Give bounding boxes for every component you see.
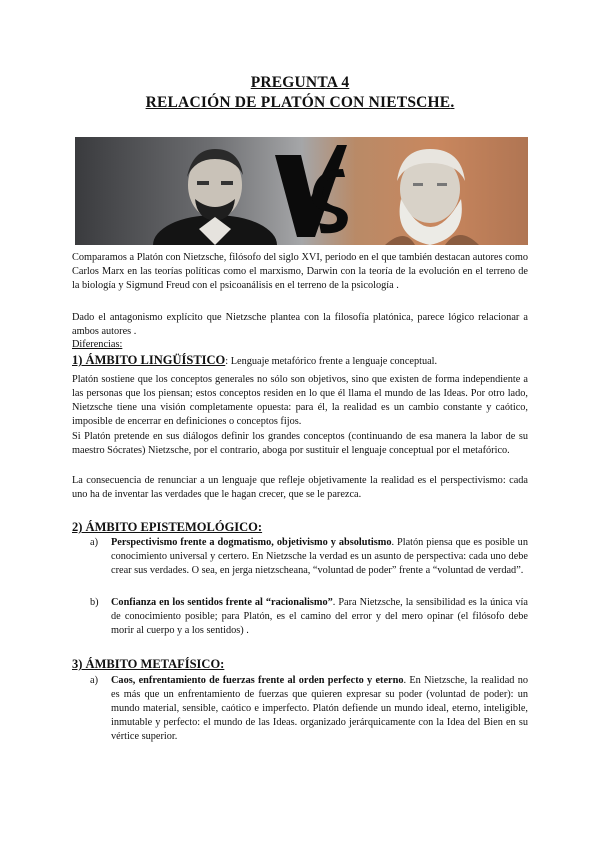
list-marker: a) — [90, 537, 98, 548]
versus-illustration — [75, 137, 528, 245]
epistemological-item-a — [90, 536, 528, 578]
section-linguistic-heading — [72, 353, 437, 369]
versus-image — [75, 137, 528, 245]
page-subtitle — [0, 94, 600, 112]
list-item-body — [111, 596, 528, 638]
vs-graphic — [275, 145, 348, 237]
page-title: PREGUNTA 4 — [250, 74, 350, 91]
differences-label: Diferencias: — [72, 339, 123, 350]
list-item-body — [111, 674, 528, 744]
list-marker: a) — [90, 675, 98, 686]
list-marker: b) — [90, 597, 99, 608]
metaphysical-item-a — [90, 674, 528, 744]
linguistic-paragraph-2: Si Platón pretende en sus diálogos definir los grandes conceptos (continuando de esa manera la labor de su maestro Sócrates) Nietzsche, por el contrario, aboga por sustituir el lenguaje conceptual por el metafórico. — [72, 431, 528, 457]
section-metaphysical-heading — [72, 657, 224, 673]
linguistic-paragraph-3: La consecuencia de renunciar a un lenguaje que refleje objetivamente la realidad es el perspectivismo: cada uno ha de inventar las verdades que le hagan crecer, que se le parezca. — [72, 475, 528, 501]
list-item-emphasis: Confianza en los sentidos frente al “racionalismo” — [111, 597, 333, 608]
list-item-emphasis: Caos, enfrentamiento de fuerzas frente al orden perfecto y eterno — [111, 675, 404, 686]
list-item-text: . Para Nietzsche, la sensibilidad es la única vía de conocimiento posible; para Platón, es el camino del error y del mero opinar (el filósofo debe morir al cuerpo y a los sentidos) . — [111, 597, 528, 637]
list-item-text: . Platón piensa que es posible un conocimiento universal y certero. En Nietzsche la verdad es un asunto de perspectiva: cada uno debe crear sus verdades. O sea, en jerga nietzscheana, “voluntad de poder” frente a “voluntad de verdad”. — [111, 537, 528, 577]
intro-paragraph: Comparamos a Platón con Nietzsche, filósofo del siglo XVI, periodo en el que también destacan autores como Carlos Marx en las teorías políticas como el marxismo, Darwin con la teoría de la evolución en el terreno de la biología y Sigmund Freud con el psicoanálisis en el terreno de la psicología . — [72, 252, 528, 292]
epistemological-item-b — [90, 596, 528, 638]
subtitle-period: . — [450, 94, 455, 111]
antagonism-paragraph: Dado el antagonismo explícito que Nietzsche plantea con la filosofía platónica, parece lógico relacionar a ambos autores . — [72, 312, 528, 338]
section-epistemological-heading — [72, 520, 262, 536]
subtitle-text: RELACIÓN DE PLATÓN CON NIETSCHE — [145, 94, 451, 111]
list-item-text: . En Nietzsche, la realidad no es más que un enfrentamiento de fuerzas que quieren expresar su poder (voluntad de poder): un mundo material, sensible, caótico e imperfecto. Platón defiende un mundo ideal, eterno, inteligible, inmutable y perfecto: el mundo de las Ideas. organizado jerárquicamente con la Idea del Bien en su vértice superior. — [111, 675, 528, 743]
list-item-emphasis: Perspectivismo frente a dogmatismo, objetivismo y absolutismo — [111, 537, 392, 548]
section-metaphysical-title: 3) ÁMBITO METAFÍSICO: — [72, 657, 225, 671]
section-epistemological-title: 2) ÁMBITO EPISTEMOLÓGICO: — [72, 520, 263, 534]
plato-portrait — [385, 149, 479, 245]
list-item-body — [111, 536, 528, 578]
linguistic-paragraph-1: Platón sostiene que los conceptos generales no sólo son objetivos, sino que existen de forma independiente a las personas que los piensan; estos conceptos residen en lo que él llama el mundo de las Ideas. Por otro lado, Nietzsche tiene una visión completamente opuesta: para él, la realidad es un cambio constante y caótico, imposible de encerrar en definiciones o conceptos fijos. — [72, 374, 528, 428]
section-linguistic-subtitle: : Lenguaje metafórico frente a lenguaje conceptual. — [225, 356, 438, 367]
section-linguistic-title: 1) ÁMBITO LINGÜÍSTICO — [72, 353, 226, 367]
nietzsche-portrait — [153, 149, 277, 245]
